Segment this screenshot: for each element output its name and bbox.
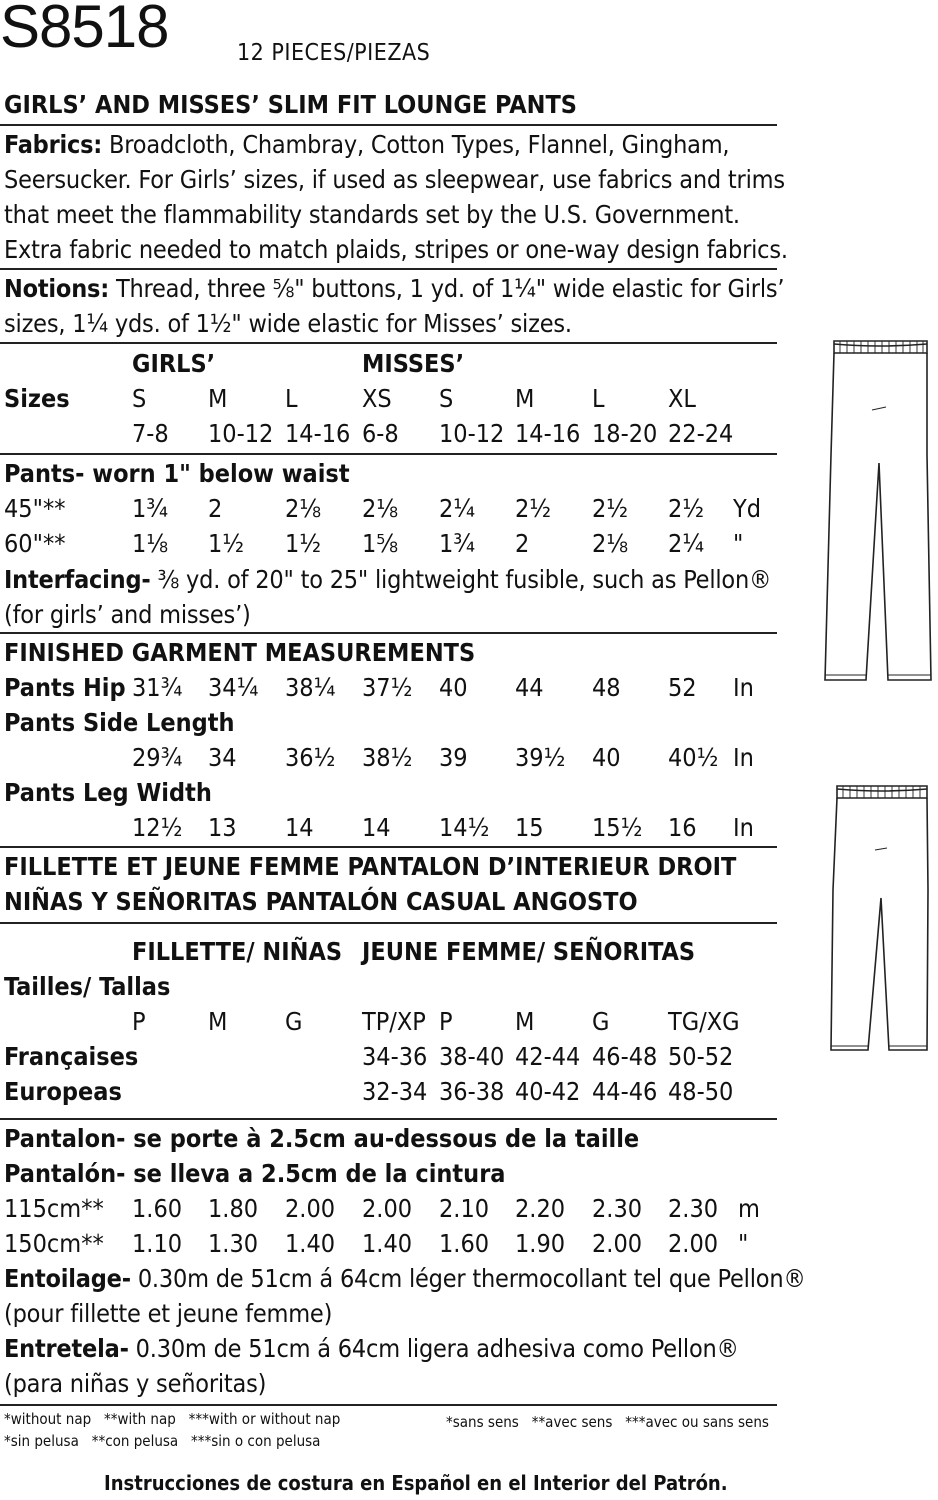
hip-value: 31¾ xyxy=(132,673,183,702)
metric-value: 1.40 xyxy=(362,1229,413,1258)
unit-label: In xyxy=(733,673,754,702)
fr-title: FILLETTE ET JEUNE FEMME PANTALON D’INTERIEUR DROIT xyxy=(4,852,737,881)
metric-value: 1.90 xyxy=(515,1229,566,1258)
yardage-value: 2 xyxy=(208,494,223,523)
fabric-width-label: 150cm** xyxy=(4,1229,104,1258)
yardage-value: 1½ xyxy=(208,529,245,558)
size-range: 10-12 xyxy=(439,419,505,448)
metric-value: 1.80 xyxy=(208,1194,259,1223)
fabrics-text: Broadcloth, Chambray, Cotton Types, Flannel, Gingham, xyxy=(102,130,730,159)
yardage-value: 2 xyxy=(515,529,530,558)
unit-label: Yd xyxy=(733,494,762,523)
size-code: S xyxy=(132,384,147,413)
yardage-value: 1⅝ xyxy=(362,529,399,558)
size-code: S xyxy=(439,384,454,413)
fr-size-code: P xyxy=(439,1007,453,1036)
europeas-range: 44-46 xyxy=(592,1077,658,1106)
nap-note-en: *without nap **with nap ***with or without nap xyxy=(4,1410,341,1428)
leg-value: 14½ xyxy=(439,813,490,842)
hip-value: 48 xyxy=(592,673,621,702)
entoilage-line-2: (pour fillette et jeune femme) xyxy=(4,1299,333,1328)
fr-group-misses: JEUNE FEMME/ SEÑORITAS xyxy=(362,937,696,966)
size-code: M xyxy=(515,384,535,413)
entoilage-line-1 xyxy=(4,1264,806,1293)
pants-slim-illustration xyxy=(827,780,937,1055)
unit-label: m xyxy=(738,1194,760,1223)
unit-label: In xyxy=(733,743,754,772)
side-value: 38½ xyxy=(362,743,413,772)
size-range: 22-24 xyxy=(668,419,734,448)
fabric-width-label: 60"** xyxy=(4,529,66,558)
metric-value: 2.00 xyxy=(362,1194,413,1223)
divider xyxy=(0,632,777,634)
yardage-value: 2½ xyxy=(515,494,552,523)
yardage-value: 2⅛ xyxy=(285,494,322,523)
pattern-title: GIRLS’ AND MISSES’ SLIM FIT LOUNGE PANTS xyxy=(4,90,577,119)
side-length-label: Pants Side Length xyxy=(4,708,235,737)
hip-label: Pants Hip xyxy=(4,673,126,702)
yardage-value: 2½ xyxy=(592,494,629,523)
fabrics-line-2: Seersucker. For Girls’ sizes, if used as sleepwear, use fabrics and trims xyxy=(4,165,785,194)
side-value: 40½ xyxy=(668,743,719,772)
fr-size-code: M xyxy=(208,1007,228,1036)
metric-value: 2.10 xyxy=(439,1194,490,1223)
metric-value: 2.30 xyxy=(592,1194,643,1223)
fr-sizes-label: Tailles/ Tallas xyxy=(4,972,171,1001)
metric-value: 2.30 xyxy=(668,1194,719,1223)
size-code: L xyxy=(285,384,298,413)
finished-heading: FINISHED GARMENT MEASUREMENTS xyxy=(4,638,476,667)
size-range: 10-12 xyxy=(208,419,274,448)
size-range: 18-20 xyxy=(592,419,658,448)
side-value: 40 xyxy=(592,743,621,772)
fr-size-code: G xyxy=(285,1007,303,1036)
nap-note-fr: *sans sens **avec sens ***avec ou sans sens xyxy=(446,1413,769,1431)
size-code: XL xyxy=(668,384,696,413)
fr-size-code: TG/XG xyxy=(668,1007,740,1036)
europeas-label: Europeas xyxy=(4,1077,122,1106)
yardage-value: 1¾ xyxy=(132,494,169,523)
nap-note-es: *sin pelusa **con pelusa ***sin o con pelusa xyxy=(4,1432,321,1450)
size-code: L xyxy=(592,384,605,413)
francaises-label: Françaises xyxy=(4,1042,139,1071)
unit-label: " xyxy=(733,529,744,558)
pantalon-es: Pantalón- se lleva a 2.5cm de la cintura xyxy=(4,1159,506,1188)
divider xyxy=(0,846,777,848)
yardage-value: 2½ xyxy=(668,494,705,523)
metric-value: 1.40 xyxy=(285,1229,336,1258)
yardage-value: 2¼ xyxy=(668,529,705,558)
size-range: 6-8 xyxy=(362,419,399,448)
fr-size-code: P xyxy=(132,1007,146,1036)
metric-value: 2.00 xyxy=(668,1229,719,1258)
fr-size-code: G xyxy=(592,1007,610,1036)
hip-value: 38¼ xyxy=(285,673,336,702)
leg-value: 15 xyxy=(515,813,544,842)
metric-value: 1.10 xyxy=(132,1229,183,1258)
francaises-range: 50-52 xyxy=(668,1042,734,1071)
francaises-range: 34-36 xyxy=(362,1042,428,1071)
piece-count: 12 PIECES/PIEZAS xyxy=(237,40,431,66)
fabrics-label: Fabrics: xyxy=(4,130,103,159)
side-value: 39½ xyxy=(515,743,566,772)
europeas-range: 40-42 xyxy=(515,1077,581,1106)
fr-size-code: TP/XP xyxy=(362,1007,426,1036)
unit-label: " xyxy=(738,1229,749,1258)
fabrics-line-4: Extra fabric needed to match plaids, stripes or one-way design fabrics. xyxy=(4,235,788,264)
hip-value: 52 xyxy=(668,673,697,702)
fr-group-girls: FILLETTE/ NIÑAS xyxy=(132,937,343,966)
metric-value: 1.60 xyxy=(132,1194,183,1223)
metric-value: 2.00 xyxy=(592,1229,643,1258)
interfacing-line-2: (for girls’ and misses’) xyxy=(4,600,251,629)
leg-value: 13 xyxy=(208,813,237,842)
side-value: 34 xyxy=(208,743,237,772)
leg-value: 14 xyxy=(285,813,314,842)
entretela-label: Entretela- xyxy=(4,1334,129,1363)
francaises-range: 46-48 xyxy=(592,1042,658,1071)
group-misses: MISSES’ xyxy=(362,349,465,378)
fabrics-line-1 xyxy=(4,130,729,159)
yardage-value: 2⅛ xyxy=(362,494,399,523)
fabrics-line-3: that meet the flammability standards set by the U.S. Government. xyxy=(4,200,740,229)
yardage-value: 1½ xyxy=(285,529,322,558)
francaises-range: 38-40 xyxy=(439,1042,505,1071)
group-girls: GIRLS’ xyxy=(132,349,216,378)
hip-value: 37½ xyxy=(362,673,413,702)
notions-line-2: sizes, 1¼ yds. of 1½" wide elastic for Misses’ sizes. xyxy=(4,309,572,338)
leg-value: 12½ xyxy=(132,813,183,842)
notions-label: Notions: xyxy=(4,274,109,303)
divider xyxy=(0,124,777,126)
yardage-value: 2¼ xyxy=(439,494,476,523)
fabric-width-label: 115cm** xyxy=(4,1194,104,1223)
yardage-value: 2⅛ xyxy=(592,529,629,558)
side-value: 29¾ xyxy=(132,743,183,772)
yardage-value: 1⅛ xyxy=(132,529,169,558)
entretela-text: 0.30m de 51cm á 64cm ligera adhesiva como Pellon® xyxy=(128,1334,739,1363)
entoilage-text: 0.30m de 51cm á 64cm léger thermocollant tel que Pellon® xyxy=(130,1264,806,1293)
side-value: 36½ xyxy=(285,743,336,772)
interfacing-label: Interfacing- xyxy=(4,565,151,594)
divider xyxy=(0,1404,777,1406)
metric-value: 2.00 xyxy=(285,1194,336,1223)
sizes-label: Sizes xyxy=(4,384,70,413)
francaises-range: 42-44 xyxy=(515,1042,581,1071)
unit-label: In xyxy=(733,813,754,842)
entretela-line-1 xyxy=(4,1334,739,1363)
europeas-range: 36-38 xyxy=(439,1077,505,1106)
es-title: NIÑAS Y SEÑORITAS PANTALÓN CASUAL ANGOSTO xyxy=(4,887,638,916)
interfacing-text: ⅜ yd. of 20" to 25" lightweight fusible, such as Pellon® xyxy=(150,565,772,594)
divider xyxy=(0,1118,777,1120)
notions-text: Thread, three ⅝" buttons, 1 yd. of 1¼" wide elastic for Girls’ xyxy=(109,274,785,303)
leg-value: 14 xyxy=(362,813,391,842)
side-value: 39 xyxy=(439,743,468,772)
size-code: XS xyxy=(362,384,392,413)
europeas-range: 32-34 xyxy=(362,1077,428,1106)
leg-value: 16 xyxy=(668,813,697,842)
hip-value: 40 xyxy=(439,673,468,702)
divider xyxy=(0,342,777,344)
pants-long-illustration xyxy=(820,335,935,690)
metric-value: 2.20 xyxy=(515,1194,566,1223)
divider xyxy=(0,453,777,455)
metric-value: 1.30 xyxy=(208,1229,259,1258)
yardage-value: 1¾ xyxy=(439,529,476,558)
notions-line-1 xyxy=(4,274,784,303)
pattern-number: S8518 xyxy=(0,0,169,60)
interfacing-line-1 xyxy=(4,565,771,594)
metric-value: 1.60 xyxy=(439,1229,490,1258)
size-code: M xyxy=(208,384,228,413)
footer-instructions: Instrucciones de costura en Español en el Interior del Patrón. xyxy=(104,1471,728,1495)
entoilage-label: Entoilage- xyxy=(4,1264,131,1293)
hip-value: 44 xyxy=(515,673,544,702)
divider xyxy=(0,922,777,924)
entretela-line-2: (para niñas y señoritas) xyxy=(4,1369,267,1398)
hip-value: 34¼ xyxy=(208,673,259,702)
pantalon-fr: Pantalon- se porte à 2.5cm au-dessous de la taille xyxy=(4,1124,640,1153)
leg-width-label: Pants Leg Width xyxy=(4,778,212,807)
fr-size-code: M xyxy=(515,1007,535,1036)
divider xyxy=(0,268,777,270)
size-range: 14-16 xyxy=(515,419,581,448)
pants-heading: Pants- worn 1" below waist xyxy=(4,459,350,488)
size-range: 7-8 xyxy=(132,419,169,448)
leg-value: 15½ xyxy=(592,813,643,842)
fabric-width-label: 45"** xyxy=(4,494,66,523)
size-range: 14-16 xyxy=(285,419,351,448)
europeas-range: 48-50 xyxy=(668,1077,734,1106)
